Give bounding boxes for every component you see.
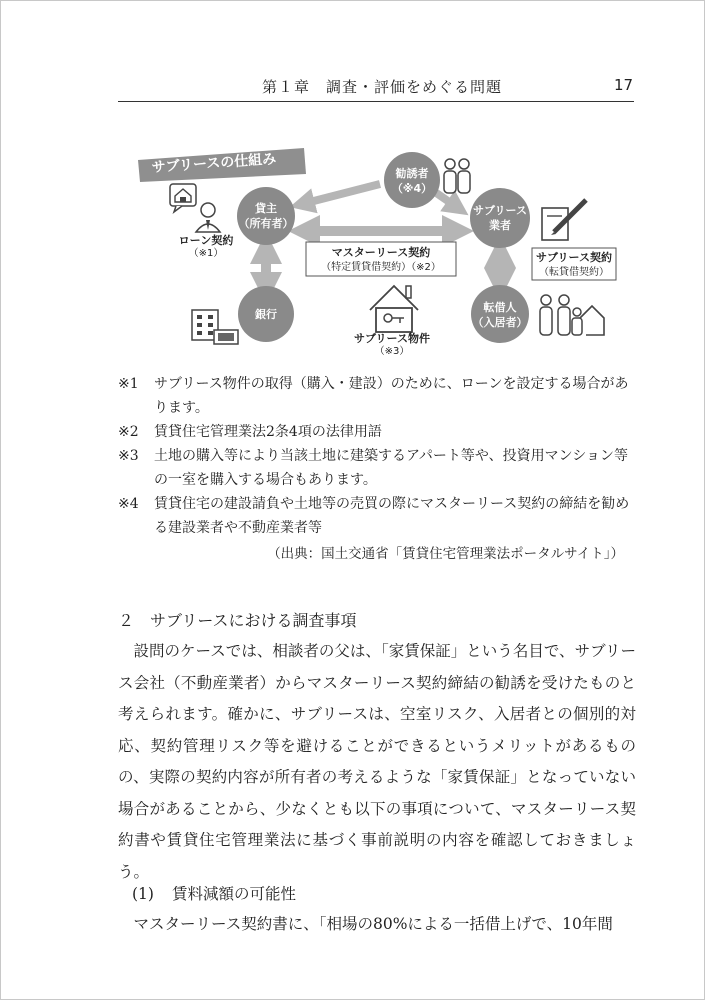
source-citation: （出典：国土交通省「賃貸住宅管理業法ポータルサイト」） — [267, 546, 624, 562]
note-4 — [118, 492, 638, 540]
property-note-label: （※3） — [374, 346, 410, 357]
body-paragraph: 設問のケースでは、相談者の父は、「家賃保証」という名目で、サブリース会社（不動産業者）からマスターリース契約締結の勧誘を受けたものと考えられます。確かに、サブリースは、空室リスク、入居者との個別的対応、契約管理リスク等を避けることができるというメリットがあるものの、実際の契約内容が所有者の考えるような「家賃保証」となっていない場合があることから、少なくとも以下の事項について、マスターリース契約書や賃貸住宅管理業法に基づく事前説明の内容を確認しておきましょう。 — [118, 642, 636, 881]
bank-label: 銀行 — [255, 308, 277, 321]
family-house-icon — [540, 295, 604, 335]
note-3 — [118, 444, 638, 492]
subsection-number: (1) — [132, 885, 154, 903]
subsection-title: 賃料減額の可能性 — [172, 885, 297, 903]
master-lease-box — [306, 242, 456, 276]
master-lease-sub-label: （特定賃貸借契約）（※2） — [321, 262, 441, 273]
diagram-title-banner — [138, 148, 306, 182]
person-icon — [196, 203, 220, 232]
continued-paragraph: マスターリース契約書に、「相場の80%による一括借上げで、10年間 — [133, 915, 613, 933]
sublease-company-label-2: 業者 — [489, 219, 511, 232]
property-label: サブリース物件 — [353, 332, 431, 345]
footnotes — [118, 372, 638, 566]
section-title: サブリースにおける調査事項 — [150, 611, 357, 630]
tenant-label-2: （入居者） — [472, 316, 528, 329]
bank-building-icon — [192, 310, 238, 344]
note-text: 賃貸住宅管理業法2条4項の法律用語 — [154, 424, 382, 440]
note-mark: ※4 — [118, 496, 139, 512]
sublease-contract-label: サブリース契約 — [535, 251, 613, 264]
body-text — [118, 636, 636, 888]
note-mark: ※1 — [118, 376, 139, 392]
note-mark: ※2 — [118, 424, 139, 440]
solicitation-arrow-owner — [302, 184, 380, 204]
page-number: 17 — [614, 76, 634, 94]
owner-label-1: 貸主 — [255, 202, 277, 215]
section-number: ２ — [118, 611, 135, 630]
sublease-company-node — [470, 188, 530, 248]
sublease-diagram — [118, 140, 638, 362]
solicitor-label-1: 勧誘者 — [395, 167, 429, 180]
sublease-contract-box — [532, 248, 616, 280]
owner-node — [237, 187, 295, 245]
tenant-node — [471, 285, 529, 343]
note-1 — [118, 372, 638, 420]
tenant-label-1: 転借人 — [483, 301, 517, 314]
chapter-title: 第１章 調査・評価をめぐる問題 — [262, 78, 503, 96]
note-mark: ※3 — [118, 448, 139, 464]
solicitor-node — [384, 152, 440, 208]
solicitor-people-icon — [444, 159, 470, 193]
note-text: 土地の購入等により当該土地に建築するアパート等や、投資用マンション等の一室を購入する場合もあります。 — [154, 448, 628, 488]
contract-pen-icon — [542, 200, 586, 240]
note-text: サブリース物件の取得（購入・建設）のために、ローンを設定する場合があります。 — [154, 376, 629, 416]
note-text: 賃貸住宅の建設請負や土地等の売買の際にマスターリース契約の締結を勧める建設業者や不動産業者等 — [154, 496, 630, 536]
loan-contract-label: ローン契約 — [178, 234, 234, 247]
note-2 — [118, 420, 638, 444]
sublease-contract-sub-label: （転貸借契約） — [539, 267, 609, 278]
diagram-title: サブリースの仕組み — [151, 151, 277, 176]
section-heading — [118, 608, 357, 631]
solicitor-label-2: （※4） — [391, 182, 433, 195]
running-header — [0, 76, 705, 100]
sublease-company-label-1: サブリース — [472, 204, 528, 217]
loan-note-label: （※1） — [188, 248, 224, 259]
master-lease-label: マスターリース契約 — [331, 246, 431, 259]
house-speech-bubble-icon — [170, 184, 196, 212]
subsection-heading — [132, 882, 296, 904]
header-rule — [118, 101, 634, 102]
owner-label-2: （所有者） — [238, 217, 294, 230]
bank-node — [238, 286, 294, 342]
property-house-icon — [370, 286, 418, 332]
